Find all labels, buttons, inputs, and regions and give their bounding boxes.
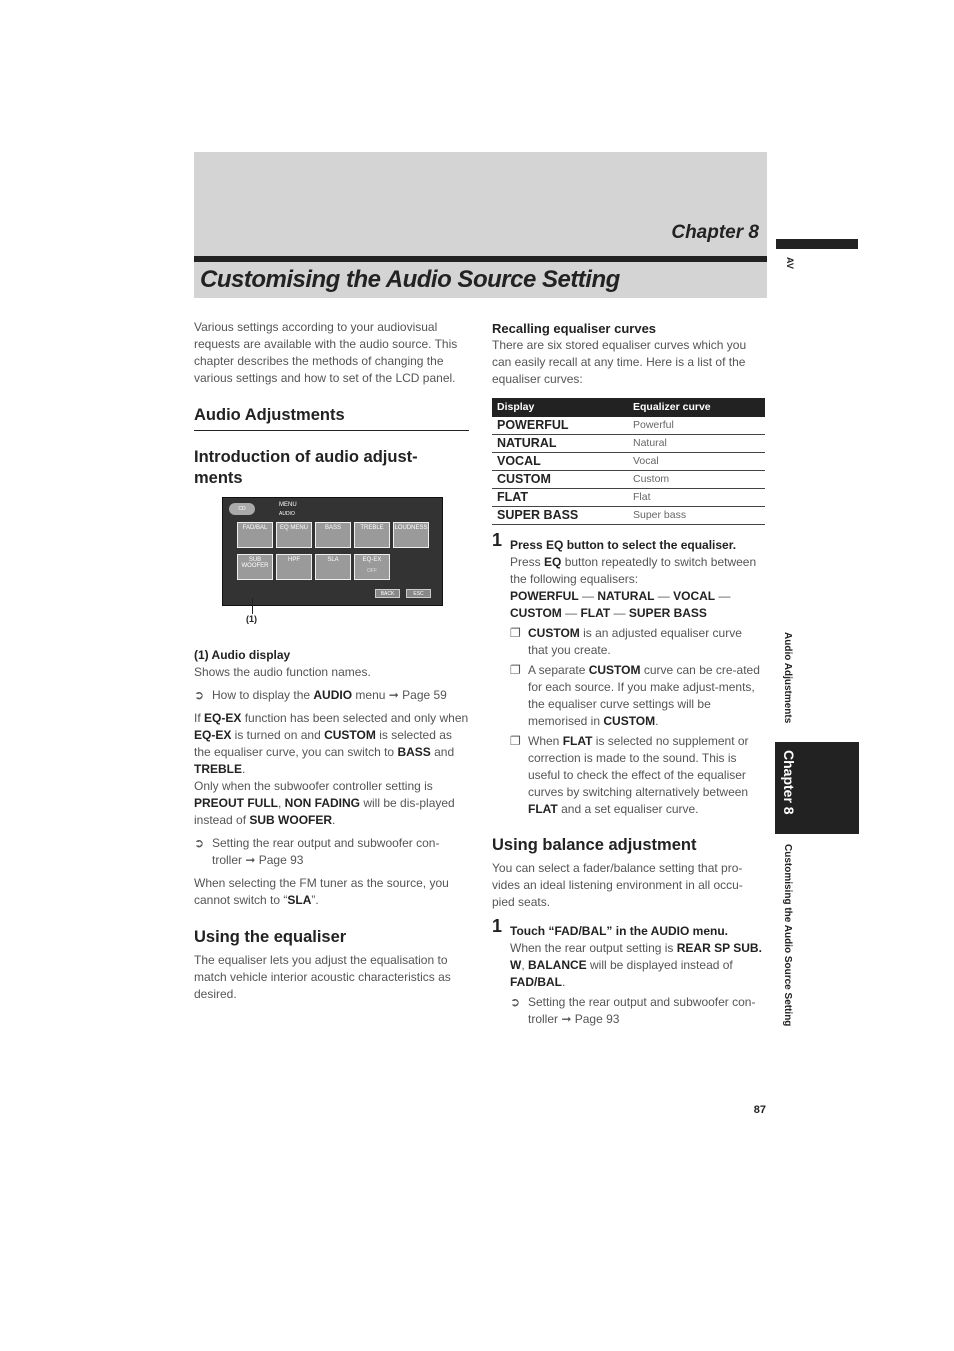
heading-balance: Using balance adjustment [492,836,697,854]
equaliser-sequence: POWERFUL — NATURAL — VOCAL — CUSTOM — FLAT — SUPER BASS [510,589,731,620]
screen-esc-button: ESC [406,589,431,598]
note-rear-output-2: ➲ Setting the rear output and subwoofer con-troller ➞ Page 93 [510,995,756,1026]
screen-button-bass: BASS [315,522,351,548]
step-title: Press EQ button to select the equaliser. [510,538,737,552]
intro-paragraph: Various settings according to your audiovisual requests are available with the audio source. This chapter describes the methods of changing the various settings and how to set of the LCD panel. [194,320,458,385]
disc-icon: CD [229,503,255,515]
heading-using-equaliser: Using the equaliser [194,928,347,946]
step-text: Press EQ button repeatedly to switch between the following equalisers: [510,555,757,586]
table-row: SUPER BASS Super bass [492,507,765,525]
step-touch-fad-bal [492,916,765,1028]
table-row: VOCAL Vocal [492,453,765,471]
screen-audio-label: AUDIO [279,511,295,517]
screen-button-sub-woofer: SUB WOOFER [237,554,273,580]
audio-menu-screen [222,497,443,606]
recall-paragraph: There are six stored equaliser curves which you can easily recall at any time. Here is a list of the equaliser curves: [492,338,747,386]
checkbox-bullet-icon: ❐ [510,734,521,748]
eq-ex-paragraph: If EQ-EX function has been selected and only when EQ-EX is turned on and CUSTOM is selected as the equaliser curve, you can switch to BASS and TREBLE. [194,711,469,776]
table-row: FLAT Flat [492,489,765,507]
right-column [492,320,765,1028]
side-tab-bar [776,239,858,249]
screen-button-hpf: HPF [276,554,312,580]
screen-button-sla: SLA [315,554,351,580]
screen-off-label: OFF [367,568,377,574]
page-number: 87 [753,1104,766,1116]
table-row: CUSTOM Custom [492,471,765,489]
step-title: Touch “FAD/BAL” in the AUDIO menu. [510,924,728,938]
screen-button-loudness: LOUDNESS [393,522,429,548]
table-row: NATURAL Natural [492,435,765,453]
recall-heading: Recalling equaliser curves [492,321,657,336]
table-header-curve: Equalizer curve [628,398,765,417]
checkbox-bullet-icon: ❐ [510,626,521,640]
table-row: POWERFUL Powerful [492,417,765,435]
callout-label: (1) [246,614,257,624]
bullet-custom: ❐ CUSTOM is an adjusted equaliser curve that you create. [510,626,742,657]
chapter-label: Chapter 8 [671,222,759,243]
audio-display-text: Shows the audio function names. [194,665,371,679]
left-column [194,319,469,489]
audio-display-heading: (1) Audio display [194,648,291,662]
screen-back-button: BACK [375,589,400,598]
heading-rule [194,430,469,431]
equaliser-paragraph: The equaliser lets you adjust the equalisation to match vehicle interior acoustic characteristics as desired. [194,953,451,1001]
checkbox-bullet-icon: ❐ [510,663,521,677]
arrow-icon: ➲ [194,688,205,702]
step-number: 1 [492,916,503,936]
bullet-separate-custom: ❐ A separate CUSTOM curve can be cre-ated for each source. If you make adjust-ments, the equaliser curve settings will be memorised in CUSTOM. [510,663,760,728]
table-header-row [492,398,765,417]
screen-button-treble: TREBLE [354,522,390,548]
subwoofer-paragraph: Only when the subwoofer controller setting is PREOUT FULL, NON FADING will be dis-played instead of SUB WOOFER. [194,779,455,827]
side-section-label: Audio Adjustments [782,632,793,724]
heading-audio-adjustments: Audio Adjustments [194,406,345,424]
arrow-icon: ➲ [510,995,521,1009]
heading-introduction: Introduction of audio adjust-ments [194,448,418,487]
note-rear-output: ➲ Setting the rear output and subwoofer con-troller ➞ Page 93 [194,836,440,867]
screen-menu-label: MENU [279,502,297,508]
fm-tuner-paragraph: When selecting the FM tuner as the source, you cannot switch to “SLA”. [194,876,449,907]
step-number: 1 [492,530,503,550]
screen-button-fad-bal: FAD/BAL [237,522,273,548]
equaliser-table [492,398,765,525]
side-av-label: AV [785,257,795,269]
side-title-label: Customising the Audio Source Setting [782,844,793,1027]
screen-button-eq-ex-label: EQ-EX [362,557,382,563]
arrow-icon: ➲ [194,836,205,850]
screen-button-eq-menu: EQ MENU [276,522,312,548]
side-chapter-label: Chapter 8 [781,750,797,815]
page-title: Customising the Audio Source Setting [200,266,620,293]
balance-paragraph: You can select a fader/balance setting that pro-vides an ideal listening environment in all occu-pied seats. [492,861,743,909]
callout-line [252,598,253,614]
bullet-flat: ❐ When FLAT is selected no supplement or correction is made to the sound. This is useful to check the effect of the equaliser curves by switching alternatively between FLAT and a set equaliser curve. [510,734,749,816]
step-press-eq [492,530,765,818]
note-display-audio: ➲ How to display the AUDIO menu ➞ Page 59 [194,688,447,702]
table-header-display: Display [492,398,628,417]
left-column-lower [194,647,469,1003]
screen-button-eq-ex [354,554,390,580]
step-text: When the rear output setting is REAR SP SUB. W, BALANCE will be displayed instead of FAD/BAL. [510,941,762,989]
